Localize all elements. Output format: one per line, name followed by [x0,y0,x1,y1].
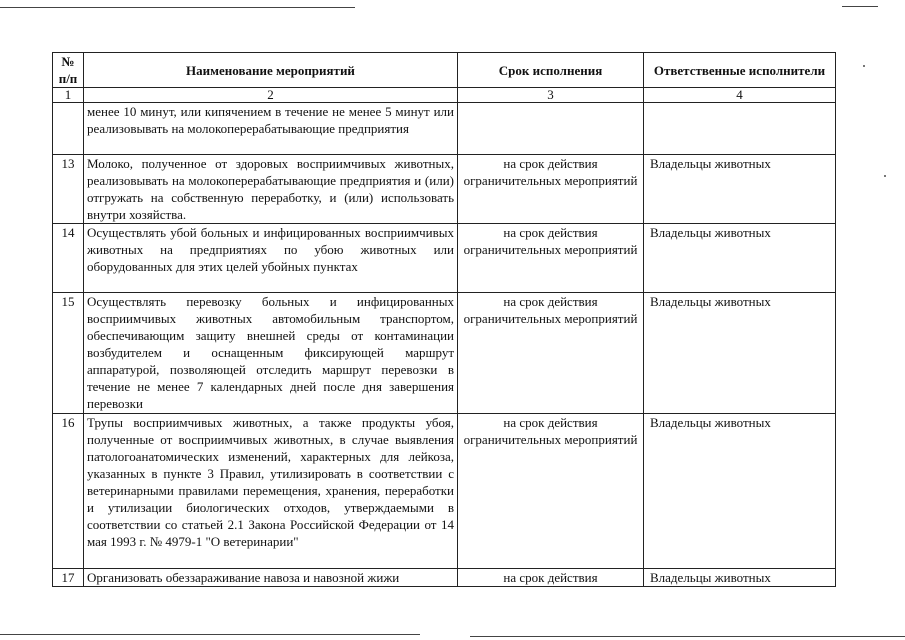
header-num: № п/п [53,53,84,88]
measure-responsible: Владельцы животных [644,414,836,569]
measure-text: Осуществлять перевозку больных и инфицированных восприимчивых животных автомобильным транспортом, обеспечивающим защиту внешней среды от контаминации возбудителем и оснащенным фиксирующей маршрут аппаратурой, позволяющей отследить маршрут перевозки в течение не менее 7 календарных дней после дня завершения перевозки [84,293,458,414]
row-number [53,103,84,155]
measure-text: Организовать обеззараживание навоза и навозной жижи [84,569,458,587]
measure-responsible: Владельцы животных [644,155,836,224]
column-number: 1 [53,88,84,103]
measure-text: менее 10 минут, или кипячением в течение не менее 5 минут или реализовывать на молокоперерабатывающие предприятия [84,103,458,155]
measure-text: Молоко, полученное от здоровых восприимчивых животных, реализовывать на молокоперерабатывающие предприятия и (или) отгружать на собственную переработку, и (или) использовать внутри хозяйства. [84,155,458,224]
row-number: 13 [53,155,84,224]
column-number-row [53,88,836,103]
measure-responsible: Владельцы животных [644,569,836,587]
header-row [53,53,836,88]
measure-term: на срок действия ограничительных мероприятий [458,155,644,224]
measure-text: Трупы восприимчивых животных, а также продукты убоя, полученные от восприимчивых животных, в случае выявления патологоанатомических изменений, характерных для лейкоза, указанных в пункте 3 Правил, утилизировать в соответствии с ветеринарными правилами перемещения, хранения, переработки и утилизации биологических отходов, утверждаемыми в соответствии со статьей 2.1 Закона Российской Федерации от 14 мая 1993 г. № 4979-1 "О ветеринарии" [84,414,458,569]
row-number: 17 [53,569,84,587]
measure-term [458,103,644,155]
measure-term: на срок действия ограничительных мероприятий [458,224,644,293]
table-row [53,293,836,414]
measure-responsible: Владельцы животных [644,224,836,293]
header-term: Срок исполнения [458,53,644,88]
measures-table [52,52,836,587]
scan-speck [884,175,886,177]
scan-artifact-bottom-right [470,636,905,637]
scan-artifact-top-right [842,6,878,7]
scan-artifact-bottom-left [0,634,420,635]
row-number: 16 [53,414,84,569]
measure-term: на срок действия ограничительных мероприятий [458,414,644,569]
header-resp: Ответственные исполнители [644,53,836,88]
measure-term: на срок действия ограничительных мероприятий [458,293,644,414]
measure-responsible [644,103,836,155]
measure-text: Осуществлять убой больных и инфицированных восприимчивых животных на предприятиях по убою животных или оборудованных для этих целей убойных пунктах [84,224,458,293]
scan-speck [863,65,865,67]
column-number: 4 [644,88,836,103]
header-name: Наименование мероприятий [84,53,458,88]
row-number: 15 [53,293,84,414]
scan-artifact-top-left [0,7,355,8]
table-row [53,155,836,224]
row-number: 14 [53,224,84,293]
table-row [53,224,836,293]
measure-responsible: Владельцы животных [644,293,836,414]
column-number: 3 [458,88,644,103]
table-row [53,103,836,155]
table-row [53,414,836,569]
table-row [53,569,836,587]
column-number: 2 [84,88,458,103]
measure-term: на срок действия [458,569,644,587]
